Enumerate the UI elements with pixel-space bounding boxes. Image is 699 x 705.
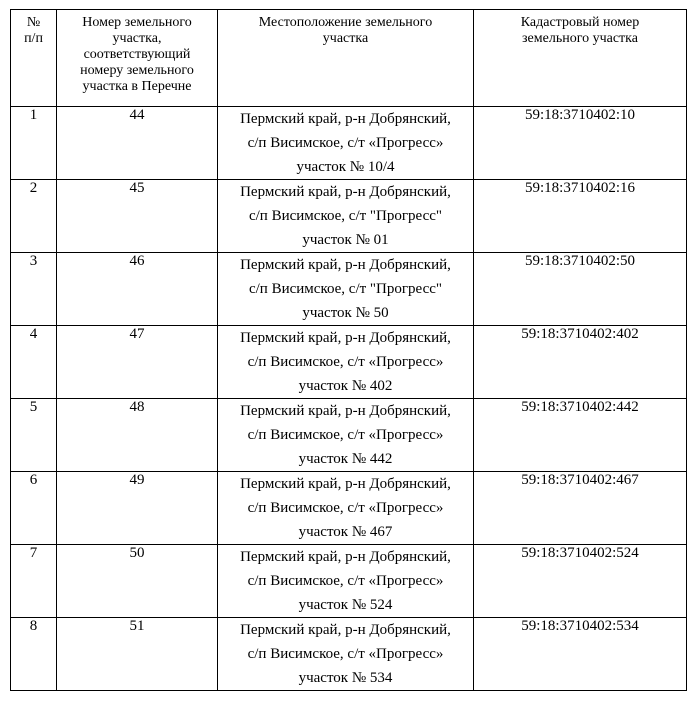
- cadastral-number: 59:18:3710402:442: [474, 399, 687, 472]
- header-line: п/п: [24, 31, 43, 46]
- location-line: с/п Висимское, с/т «Прогресс»: [247, 427, 444, 443]
- plot-list-number: 47: [57, 326, 218, 399]
- location-line: Пермский край, р-н Добрянский,: [240, 622, 451, 638]
- location-line: с/п Висимское, с/т «Прогресс»: [247, 135, 444, 151]
- location-line: участок № 524: [298, 597, 393, 613]
- header-line: №: [26, 15, 41, 30]
- location-line: участок № 534: [298, 670, 393, 686]
- table-row: [11, 107, 687, 180]
- plot-location: [218, 399, 474, 472]
- cadastral-number: 59:18:3710402:524: [474, 545, 687, 618]
- row-number: 6: [11, 472, 57, 545]
- header-line: номеру земельного: [80, 63, 194, 78]
- table-row: [11, 399, 687, 472]
- location-line: участок № 50: [302, 305, 389, 321]
- location-line: Пермский край, р-н Добрянский,: [240, 403, 451, 419]
- row-number: 1: [11, 107, 57, 180]
- location-line: с/п Висимское, с/т «Прогресс»: [247, 646, 444, 662]
- header-line: Кадастровый номер: [520, 15, 640, 30]
- location-line: участок № 01: [302, 232, 389, 248]
- location-line: участок № 442: [298, 451, 393, 467]
- plot-list-number: 44: [57, 107, 218, 180]
- header-line: Местоположение земельного: [258, 15, 433, 30]
- location-line: Пермский край, р-н Добрянский,: [240, 549, 451, 565]
- cadastral-number: 59:18:3710402:50: [474, 253, 687, 326]
- location-line: с/п Висимское, с/т «Прогресс»: [247, 500, 444, 516]
- cadastral-number: 59:18:3710402:534: [474, 618, 687, 691]
- row-number: 4: [11, 326, 57, 399]
- header-location: [218, 10, 474, 107]
- location-line: с/п Висимское, с/т "Прогресс": [248, 208, 443, 224]
- row-number: 3: [11, 253, 57, 326]
- table-row: [11, 618, 687, 691]
- location-line: участок № 402: [298, 378, 393, 394]
- plot-location: [218, 326, 474, 399]
- plot-list-number: 48: [57, 399, 218, 472]
- cadastral-number: 59:18:3710402:10: [474, 107, 687, 180]
- table-row: [11, 180, 687, 253]
- header-line: земельного участка: [522, 31, 638, 46]
- plot-list-number: 46: [57, 253, 218, 326]
- location-line: участок № 467: [298, 524, 393, 540]
- land-plots-table: [10, 9, 687, 691]
- row-number: 2: [11, 180, 57, 253]
- header-cadastral-number: [474, 10, 687, 107]
- table-row: [11, 326, 687, 399]
- plot-list-number: 49: [57, 472, 218, 545]
- location-line: Пермский край, р-н Добрянский,: [240, 330, 451, 346]
- location-line: Пермский край, р-н Добрянский,: [240, 476, 451, 492]
- table-row: [11, 472, 687, 545]
- table-body: [11, 107, 687, 691]
- header-line: соответствующий: [83, 47, 191, 62]
- cadastral-number: 59:18:3710402:467: [474, 472, 687, 545]
- cadastral-number: 59:18:3710402:16: [474, 180, 687, 253]
- row-number: 7: [11, 545, 57, 618]
- location-line: с/п Висимское, с/т «Прогресс»: [247, 573, 444, 589]
- plot-location: [218, 180, 474, 253]
- plot-location: [218, 253, 474, 326]
- header-num: [11, 10, 57, 107]
- table-row: [11, 545, 687, 618]
- header-line: Номер земельного: [82, 15, 192, 30]
- plot-list-number: 50: [57, 545, 218, 618]
- plot-location: [218, 618, 474, 691]
- header-line: участка: [322, 31, 369, 46]
- cadastral-number: 59:18:3710402:402: [474, 326, 687, 399]
- location-line: Пермский край, р-н Добрянский,: [240, 257, 451, 273]
- plot-list-number: 45: [57, 180, 218, 253]
- header-plot-number: [57, 10, 218, 107]
- row-number: 5: [11, 399, 57, 472]
- header-line: участка,: [112, 31, 162, 46]
- location-line: Пермский край, р-н Добрянский,: [240, 184, 451, 200]
- plot-location: [218, 472, 474, 545]
- plot-list-number: 51: [57, 618, 218, 691]
- location-line: участок № 10/4: [296, 159, 395, 175]
- table-row: [11, 253, 687, 326]
- location-line: с/п Висимское, с/т «Прогресс»: [247, 354, 444, 370]
- location-line: Пермский край, р-н Добрянский,: [240, 111, 451, 127]
- plot-location: [218, 545, 474, 618]
- plot-location: [218, 107, 474, 180]
- table-header-row: [11, 10, 687, 107]
- location-line: с/п Висимское, с/т "Прогресс": [248, 281, 443, 297]
- row-number: 8: [11, 618, 57, 691]
- header-line: участка в Перечне: [82, 79, 192, 94]
